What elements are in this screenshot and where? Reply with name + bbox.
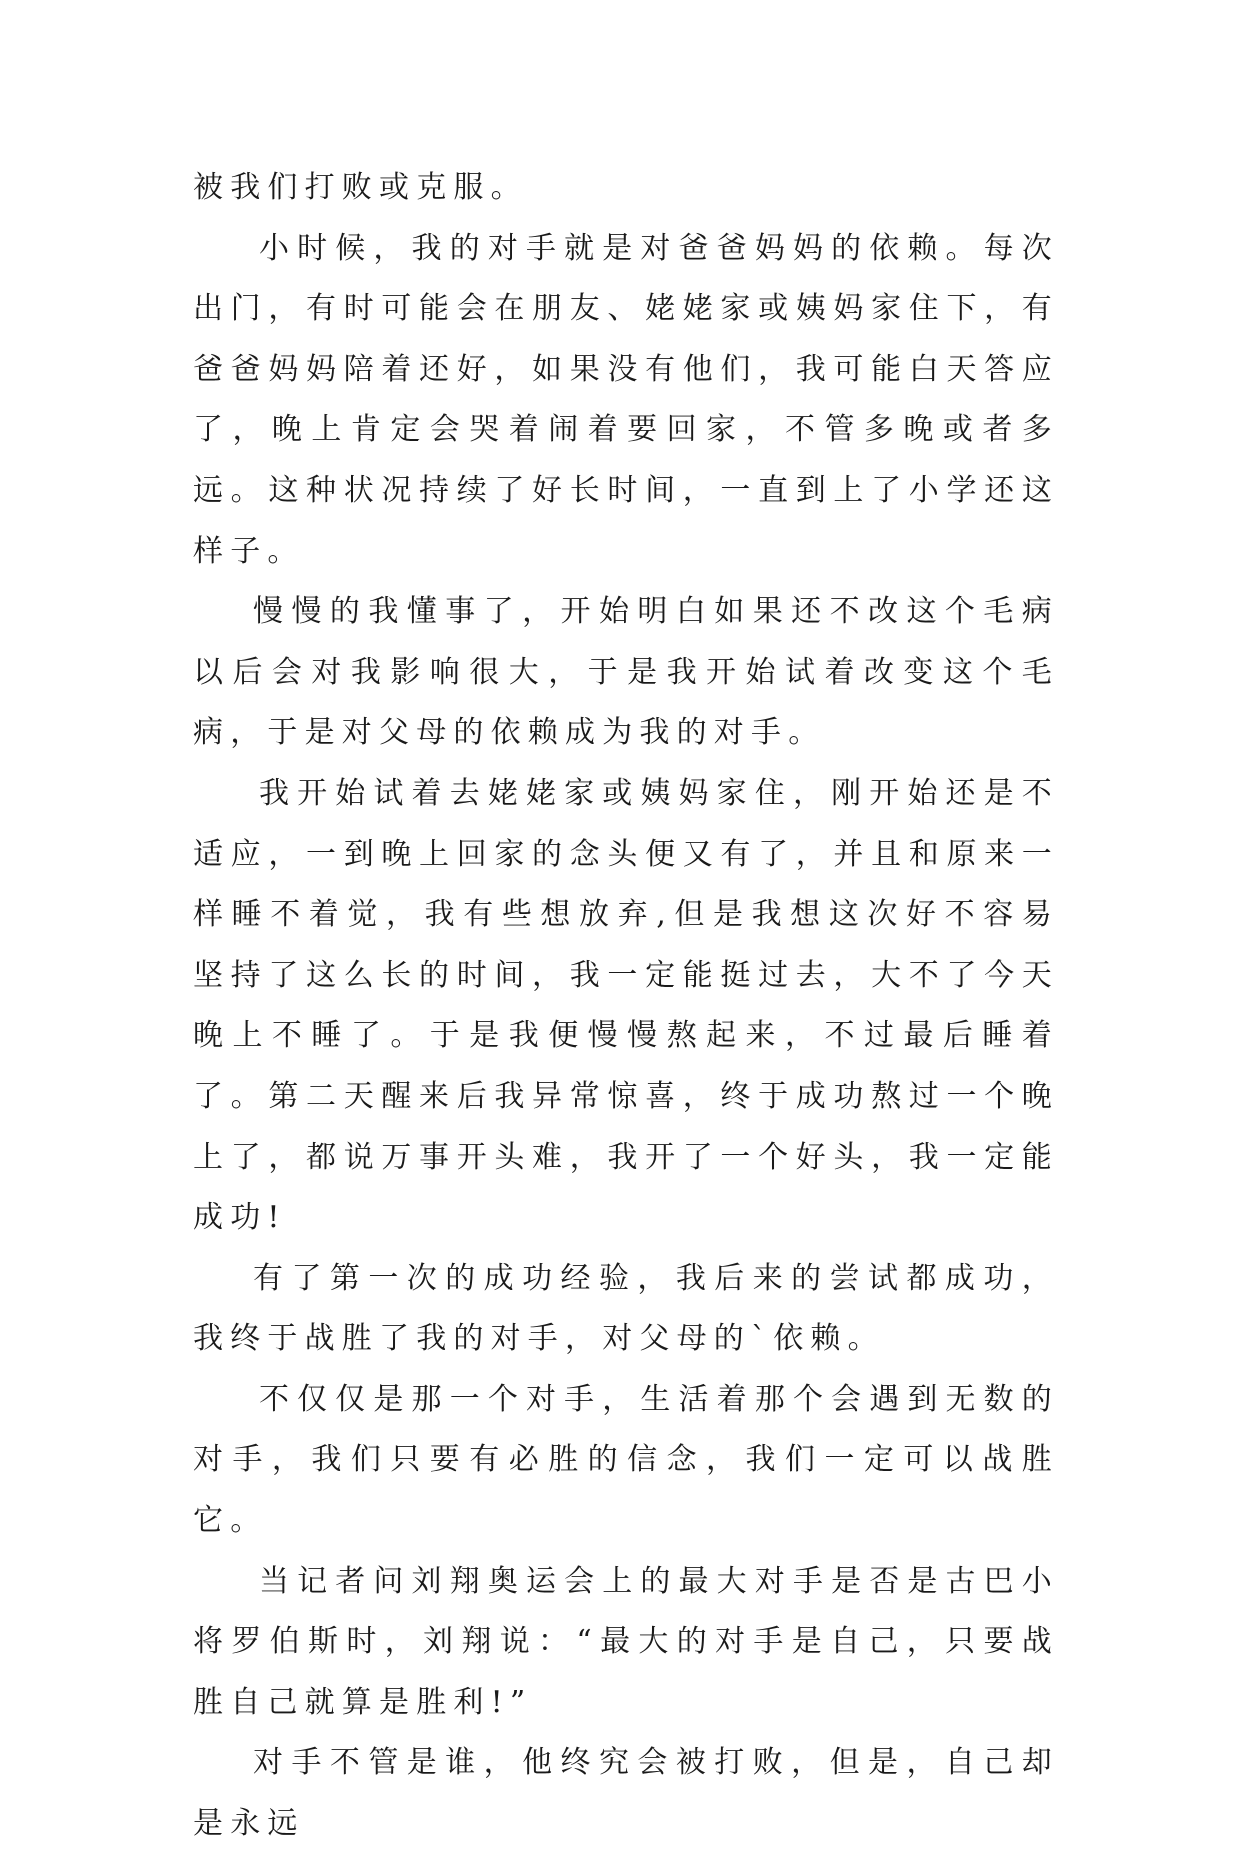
paragraph-3: 慢慢的我懂事了，开始明白如果还不改这个毛病以后会对我影响很大，于是我开始试着改变这个毛病，于是对父母的依赖成为我的对手。 <box>193 594 1059 751</box>
paragraph-5: 有了第一次的成功经验，我后来的尝试都成功，我终于战胜了我的对手，对父母的`依赖。 <box>193 1260 1059 1357</box>
paragraph-2: 小时候，我的对手就是对爸爸妈妈的依赖。每次出门，有时可能会在朋友、姥姥家或姨妈家住下，有爸爸妈妈陪着还好，如果没有他们，我可能白天答应了，晚上肯定会哭着闹着要回家，不管多晚或者多远。这种状况持续了好长时间，一直到上了小学还这样子。 <box>193 230 1059 569</box>
document-body <box>193 158 1059 1855</box>
paragraph-6: 不仅仅是那一个对手，生活着那个会遇到无数的对手，我们只要有必胜的信念，我们一定可以战胜它。 <box>193 1381 1059 1539</box>
paragraph-1: 被我们打败或克服。 <box>193 170 528 205</box>
paragraph-8: 对手不管是谁，他终究会被打败，但是，自己却是永远 <box>193 1745 1059 1842</box>
paragraph-4: 我开始试着去姥姥家或姨妈家住，刚开始还是不适应，一到晚上回家的念头便又有了，并且和原来一样睡不着觉，我有些想放弃,但是我想这次好不容易坚持了这么长的时间，我一定能挺过去，大不了今天晚上不睡了。于是我便慢慢熬起来，不过最后睡着了。第二天醒来后我异常惊喜，终于成功熬过一个晚上了，都说万事开头难，我开了一个好头，我一定能成功! <box>193 775 1059 1236</box>
paragraph-7: 当记者问刘翔奥运会上的最大对手是否是古巴小将罗伯斯时，刘翔说：“最大的对手是自己，只要战胜自己就算是胜利!” <box>193 1563 1059 1720</box>
